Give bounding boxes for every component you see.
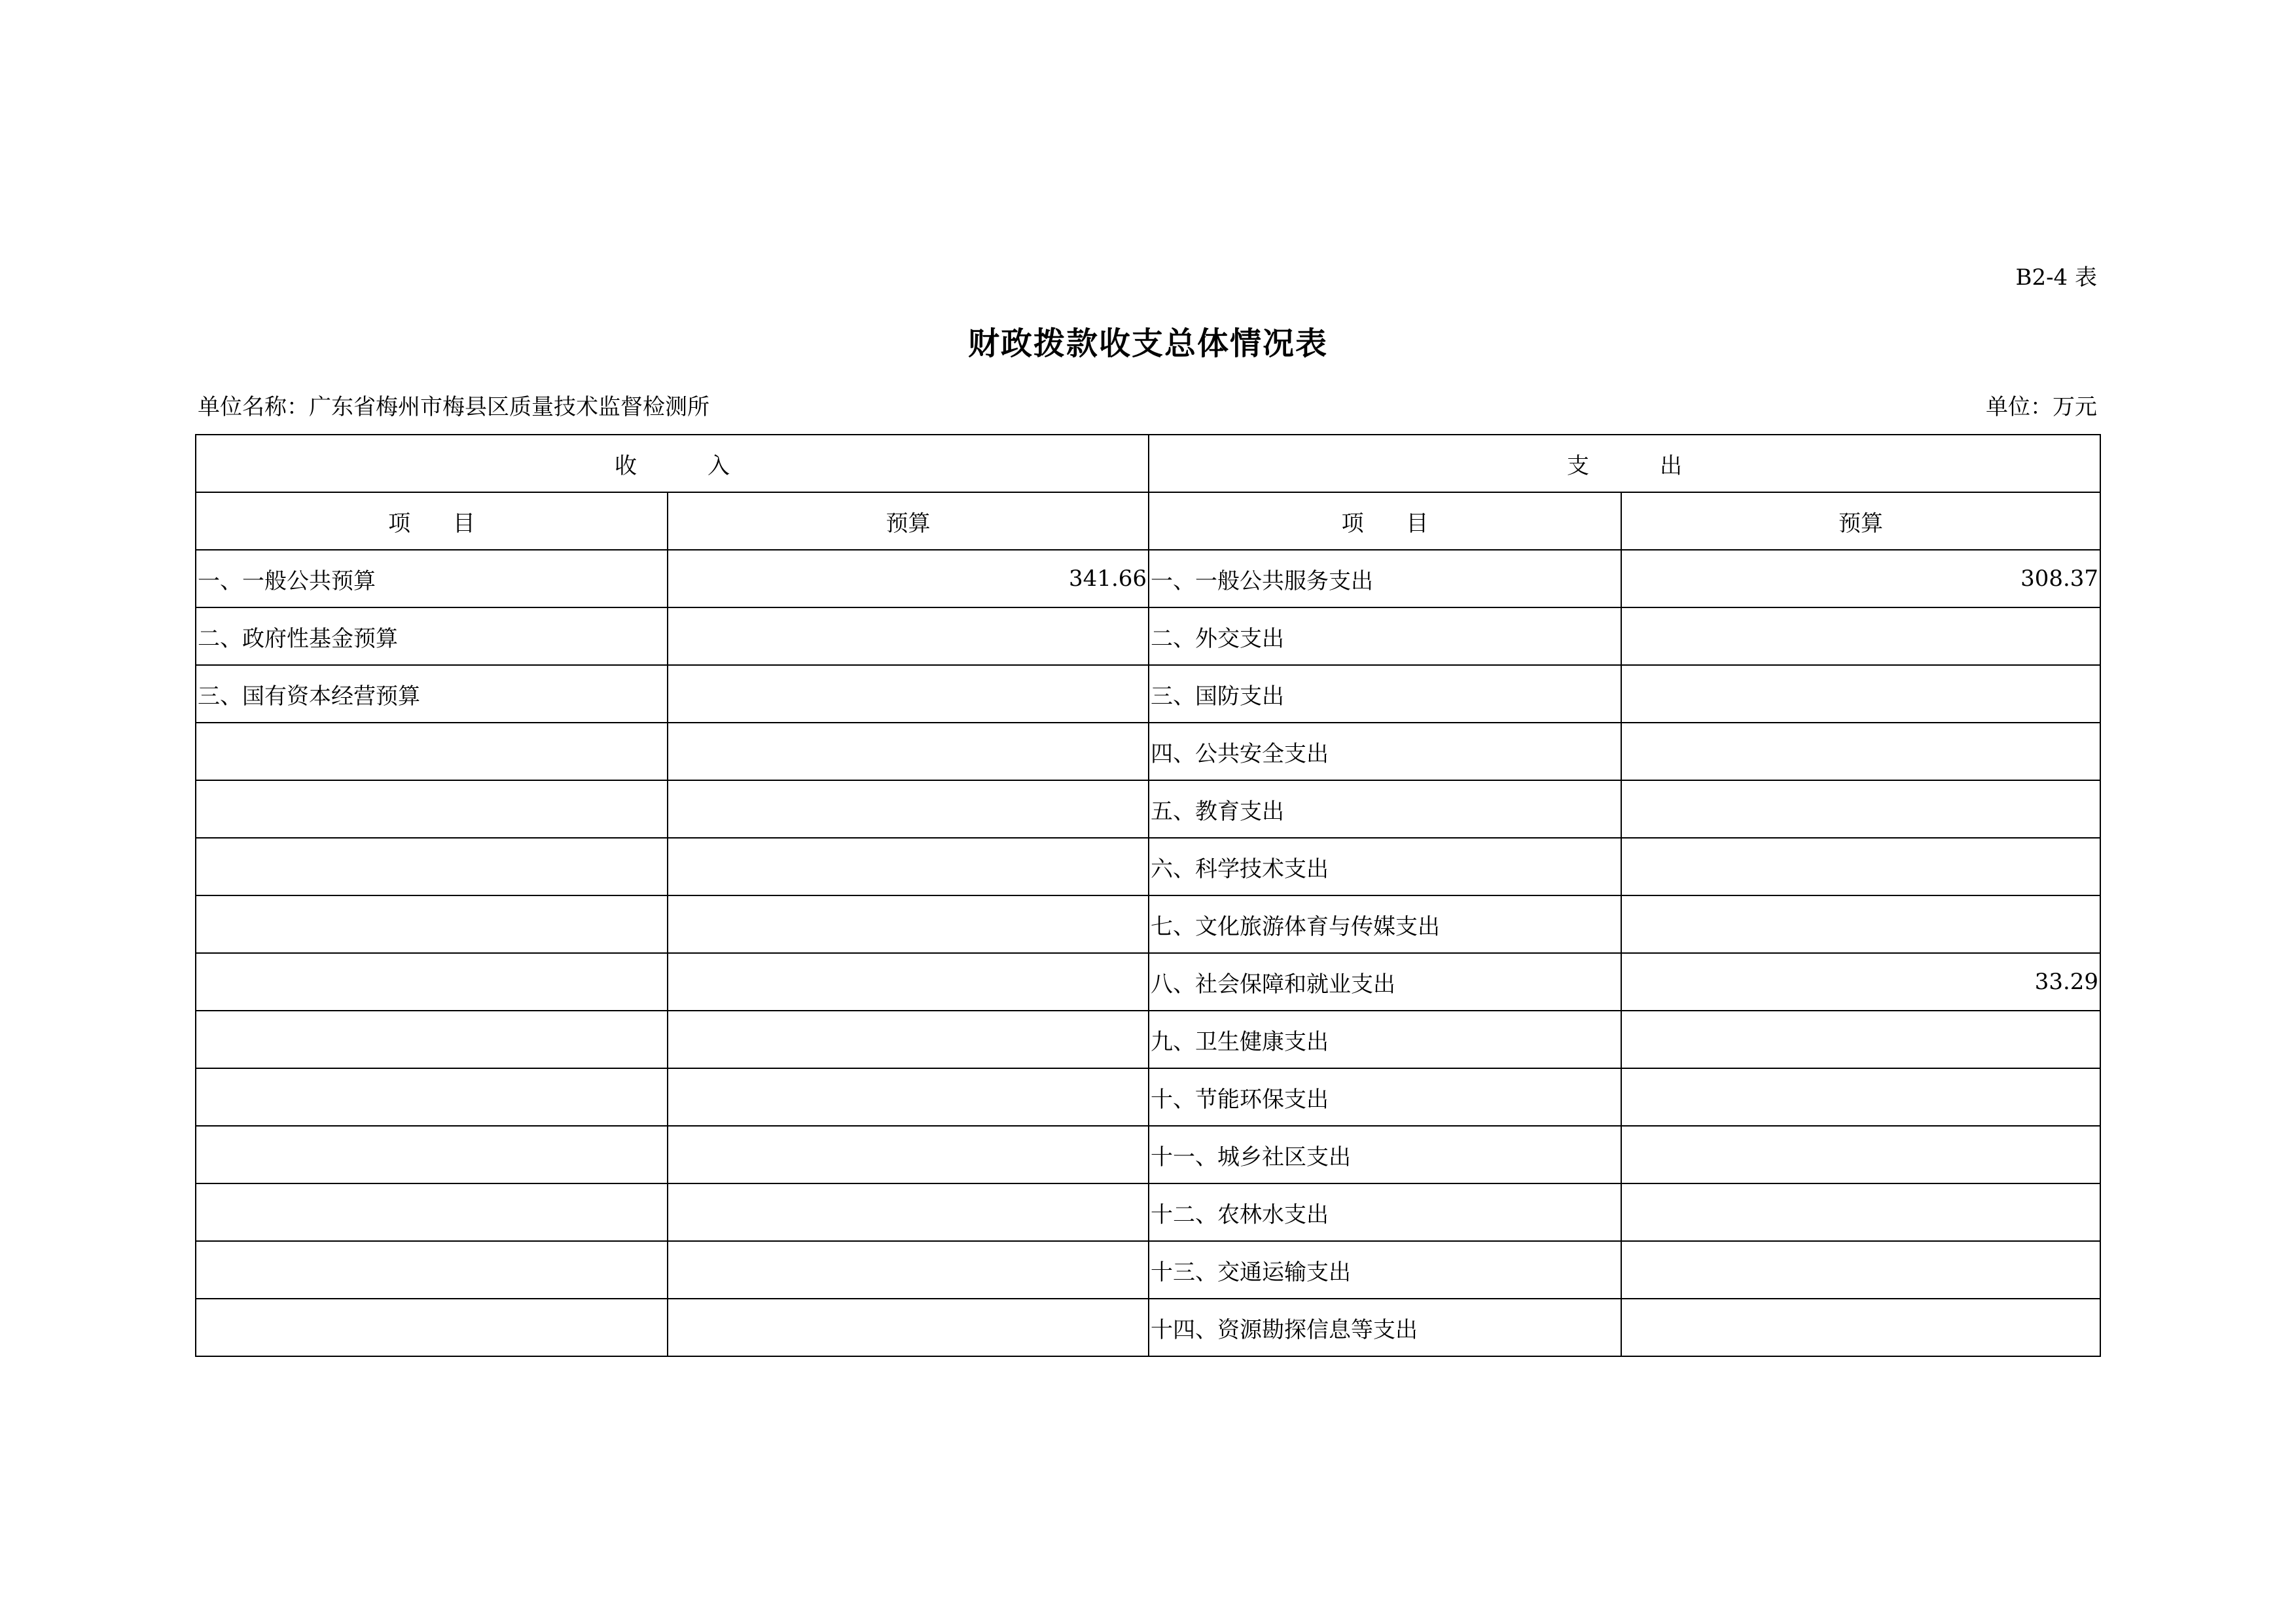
expense-item-cell: 八、社会保障和就业支出	[1149, 953, 1621, 1011]
income-budget-cell	[668, 838, 1149, 895]
expense-item-header: 项 目	[1149, 492, 1621, 550]
income-budget-cell	[668, 1299, 1149, 1356]
expense-budget-cell	[1621, 895, 2100, 953]
income-budget-cell	[668, 723, 1149, 780]
income-item-cell	[196, 1126, 668, 1183]
income-budget-cell	[668, 607, 1149, 665]
expense-item-cell: 一、一般公共服务支出	[1149, 550, 1621, 607]
income-budget-cell	[668, 1011, 1149, 1068]
column-header-row	[196, 492, 2100, 550]
income-item-cell	[196, 723, 668, 780]
expense-budget-cell	[1621, 665, 2100, 723]
income-item-cell: 一、一般公共预算	[196, 550, 668, 607]
table-row	[196, 723, 2100, 780]
table-row	[196, 780, 2100, 838]
table-row	[196, 1241, 2100, 1299]
expense-item-cell: 四、公共安全支出	[1149, 723, 1621, 780]
income-item-cell	[196, 953, 668, 1011]
expense-item-cell: 十四、资源勘探信息等支出	[1149, 1299, 1621, 1356]
expense-item-cell: 十二、农林水支出	[1149, 1183, 1621, 1241]
expense-item-cell: 七、文化旅游体育与传媒支出	[1149, 895, 1621, 953]
table-row	[196, 1299, 2100, 1356]
expense-item-cell: 五、教育支出	[1149, 780, 1621, 838]
expense-budget-cell	[1621, 1011, 2100, 1068]
expense-group-header: 支 出	[1149, 435, 2100, 492]
income-item-cell	[196, 1068, 668, 1126]
expense-item-cell: 二、外交支出	[1149, 607, 1621, 665]
income-budget-header: 预算	[668, 492, 1149, 550]
expense-budget-cell: 308.37	[1621, 550, 2100, 607]
expense-item-cell: 九、卫生健康支出	[1149, 1011, 1621, 1068]
table-row	[196, 665, 2100, 723]
expense-item-cell: 十、节能环保支出	[1149, 1068, 1621, 1126]
income-budget-cell	[668, 1126, 1149, 1183]
income-budget-cell	[668, 665, 1149, 723]
expense-budget-cell	[1621, 838, 2100, 895]
table-code: B2-4 表	[2015, 264, 2097, 291]
unit-measure: 单位：万元	[1986, 394, 2097, 420]
budget-table-body	[196, 435, 2100, 1356]
expense-item-cell: 十一、城乡社区支出	[1149, 1126, 1621, 1183]
income-budget-cell: 341.66	[668, 550, 1149, 607]
expense-item-cell: 十三、交通运输支出	[1149, 1241, 1621, 1299]
expense-item-cell: 六、科学技术支出	[1149, 838, 1621, 895]
expense-budget-cell	[1621, 1299, 2100, 1356]
unit-name: 单位名称：广东省梅州市梅县区质量技术监督检测所	[198, 394, 709, 420]
expense-budget-cell	[1621, 1241, 2100, 1299]
income-item-cell	[196, 780, 668, 838]
table-row	[196, 607, 2100, 665]
income-item-header: 项 目	[196, 492, 668, 550]
expense-item-cell: 三、国防支出	[1149, 665, 1621, 723]
income-budget-cell	[668, 953, 1149, 1011]
expense-budget-cell	[1621, 1126, 2100, 1183]
income-item-cell	[196, 1011, 668, 1068]
income-budget-cell	[668, 1183, 1149, 1241]
expense-budget-cell	[1621, 1183, 2100, 1241]
income-item-cell: 三、国有资本经营预算	[196, 665, 668, 723]
income-item-cell	[196, 895, 668, 953]
table-row	[196, 1068, 2100, 1126]
income-item-cell	[196, 1183, 668, 1241]
expense-budget-cell	[1621, 780, 2100, 838]
budget-table	[195, 434, 2101, 1357]
page-title: 财政拨款收支总体情况表	[967, 325, 1328, 362]
table-row	[196, 895, 2100, 953]
expense-budget-cell	[1621, 723, 2100, 780]
income-budget-cell	[668, 1068, 1149, 1126]
income-item-cell: 二、政府性基金预算	[196, 607, 668, 665]
expense-budget-cell	[1621, 1068, 2100, 1126]
table-row	[196, 953, 2100, 1011]
income-group-header: 收 入	[196, 435, 1149, 492]
table-row	[196, 1011, 2100, 1068]
income-item-cell	[196, 1241, 668, 1299]
table-row	[196, 838, 2100, 895]
income-budget-cell	[668, 780, 1149, 838]
table-row	[196, 550, 2100, 607]
income-item-cell	[196, 1299, 668, 1356]
income-item-cell	[196, 838, 668, 895]
expense-budget-header: 预算	[1621, 492, 2100, 550]
expense-budget-cell	[1621, 607, 2100, 665]
table-row	[196, 1126, 2100, 1183]
income-budget-cell	[668, 1241, 1149, 1299]
table-row	[196, 1183, 2100, 1241]
group-header-row	[196, 435, 2100, 492]
income-budget-cell	[668, 895, 1149, 953]
expense-budget-cell: 33.29	[1621, 953, 2100, 1011]
